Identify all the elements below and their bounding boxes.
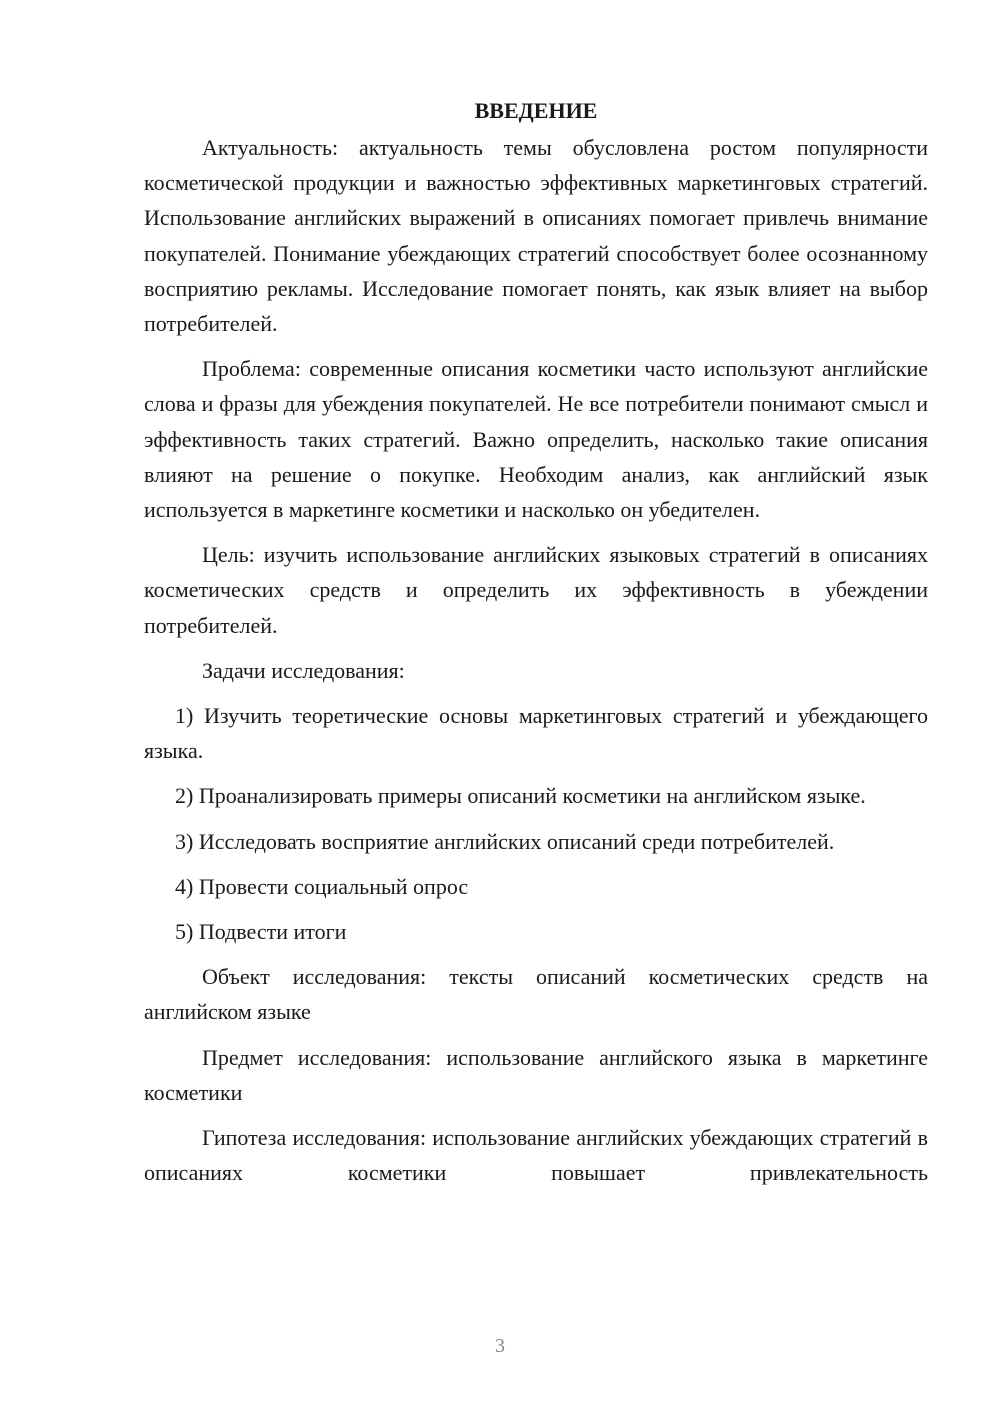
- paragraph-subject: Предмет исследования: использование английского языка в маркетинге косметики: [144, 1044, 928, 1105]
- task-item-2: 2) Проанализировать примеры описаний косметики на английском языке.: [175, 783, 866, 809]
- document-body: [144, 96, 928, 1190]
- section-title: ВВЕДЕНИЕ: [474, 98, 598, 123]
- tasks-heading: Задачи исследования:: [202, 657, 405, 683]
- page-number: 3: [495, 1335, 505, 1357]
- task-item-4: 4) Провести социальный опрос: [175, 873, 469, 899]
- paragraph-object: Объект исследования: тексты описаний косметических средств на английском языке: [144, 964, 928, 1025]
- task-item-3: 3) Исследовать восприятие английских описаний среди потребителей.: [175, 828, 835, 854]
- paragraph-problem: Проблема: современные описания косметики часто используют английские слова и фразы для убеждения покупателей. Не все потребители понимают смысл и эффективность таких стратегий. Важно определить, насколько такие описания влияют на решение о покупке. Необходим анализ, как английский язык используется в маркетинге косметики и насколько он убедителен.: [144, 356, 928, 523]
- task-item-5: 5) Подвести итоги: [175, 919, 347, 945]
- paragraph-goal: Цель: изучить использование английских языковых стратегий в описаниях косметических средств и определить их эффективность в убеждении потребителей.: [144, 542, 928, 638]
- task-item-1: 1) Изучить теоретические основы маркетинговых стратегий и убеждающего языка.: [144, 703, 928, 764]
- paragraph-actuality: Актуальность: актуальность темы обусловлена ростом популярности косметической продукции и важностью эффективных маркетинговых стратегий. Использование английских выражений в описаниях помогает привлечь внимание покупателей. Понимание убеждающих стратегий способствует более осознанному восприятию рекламы. Исследование помогает понять, как язык влияет на выбор потребителей.: [144, 135, 928, 337]
- paragraph-hypothesis: Гипотеза исследования: использование английских убеждающих стратегий в описаниях косметики повышает привлекательность: [144, 1125, 928, 1186]
